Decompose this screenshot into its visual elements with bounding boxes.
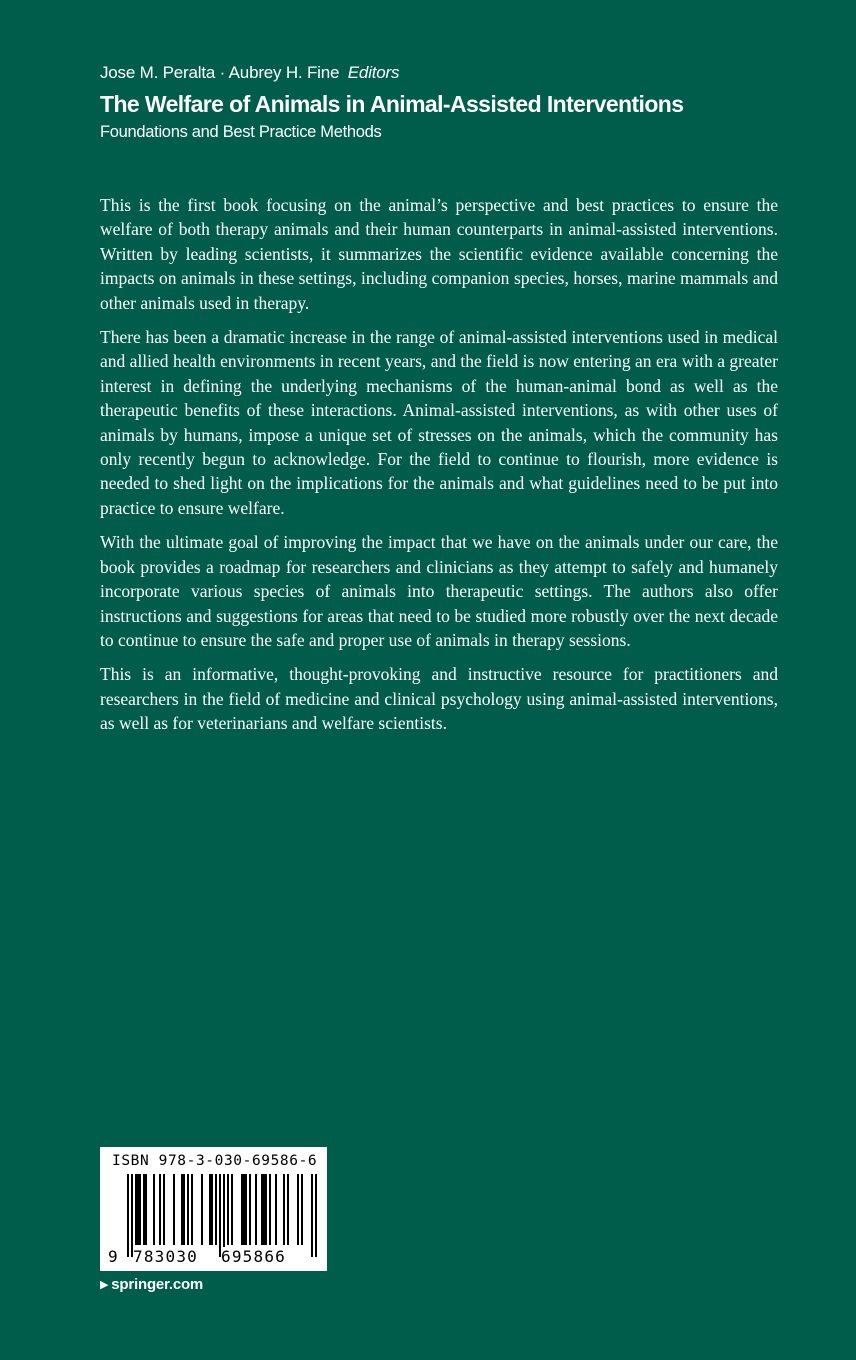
barcode-bar bbox=[127, 1174, 129, 1257]
barcode-bar bbox=[269, 1174, 271, 1245]
barcode-bar bbox=[275, 1174, 277, 1245]
blurb-paragraph: With the ultimate goal of improving the impact that we have on the animals under our care, the book provides a roadmap for researchers and clinicians as they attempt to safely and humanely incorporate various species of animals into therapeutic settings. The authors also offer instructions and suggestions for areas that need to be studied more robustly over the next decade to continue to ensure the safe and proper use of animals in therapy sessions. bbox=[100, 532, 778, 650]
barcode-bar bbox=[245, 1174, 247, 1245]
barcode-bar bbox=[263, 1174, 265, 1245]
barcode-bar bbox=[297, 1174, 299, 1245]
barcode-bar bbox=[211, 1174, 213, 1245]
barcode-bar bbox=[159, 1174, 161, 1245]
barcode-bar bbox=[315, 1174, 317, 1257]
barcode-bar bbox=[145, 1174, 147, 1245]
barcode-bar bbox=[261, 1174, 263, 1245]
barcode-bar bbox=[265, 1174, 267, 1245]
barcode-bar bbox=[139, 1174, 141, 1245]
barcode-bar bbox=[153, 1174, 155, 1245]
barcode-digit-first: 9 bbox=[108, 1247, 118, 1266]
barcode-bar bbox=[131, 1174, 133, 1257]
barcode-bar bbox=[183, 1174, 185, 1245]
editors-line bbox=[100, 62, 800, 84]
barcode-bar bbox=[173, 1174, 175, 1245]
barcode-bar bbox=[137, 1174, 139, 1245]
barcode-bar bbox=[243, 1174, 245, 1245]
barcode-bar bbox=[249, 1174, 251, 1245]
barcode-bar bbox=[135, 1174, 137, 1245]
barcode-bar bbox=[241, 1174, 243, 1245]
barcode-bar bbox=[163, 1174, 165, 1245]
publisher-link[interactable] bbox=[100, 1276, 203, 1293]
barcode-bar bbox=[181, 1174, 183, 1245]
barcode-bar bbox=[187, 1174, 189, 1245]
publisher-url: springer.com bbox=[111, 1276, 204, 1293]
barcode-bar bbox=[227, 1174, 229, 1245]
barcode-bar bbox=[143, 1174, 145, 1245]
editors-names: Jose M. Peralta · Aubrey H. Fine bbox=[100, 63, 340, 82]
barcode-bar bbox=[311, 1174, 313, 1257]
barcode-bar bbox=[201, 1174, 203, 1245]
barcode-bar bbox=[215, 1174, 217, 1245]
barcode-bar bbox=[231, 1174, 233, 1245]
barcode-bar bbox=[223, 1174, 225, 1257]
blurb-paragraph: This is an informative, thought-provoking and instructive resource for practitioners and researchers in the field of medicine and clinical psychology using animal-assisted interventions, as well as for veterinarians and welfare scientists. bbox=[100, 664, 778, 734]
arrow-right-icon: ▶ bbox=[100, 1279, 109, 1291]
barcode-digits-right: 695866 bbox=[221, 1247, 286, 1266]
barcode-digits-left: 783030 bbox=[133, 1247, 198, 1266]
isbn-barcode bbox=[100, 1147, 327, 1271]
barcode-bar bbox=[191, 1174, 193, 1245]
book-subtitle: Foundations and Best Practice Methods bbox=[100, 123, 382, 141]
blurb-paragraph: This is the first book focusing on the animal’s perspective and best practices to ensure the welfare of both therapy animals and their human counterparts in animal-assisted interventions. Written by leading scientists, it summarizes the scientific evidence available concerning the impacts on animals in these settings, including companion species, horses, marine mammals and other animals used in therapy. bbox=[100, 195, 778, 313]
barcode-bar bbox=[209, 1174, 211, 1245]
barcode-bar bbox=[219, 1174, 221, 1257]
book-title: The Welfare of Animals in Animal-Assisted Interventions bbox=[100, 91, 684, 117]
blurb bbox=[100, 193, 778, 746]
barcode-bar bbox=[301, 1174, 303, 1245]
editors-role: Editors bbox=[347, 63, 400, 82]
barcode-bar bbox=[255, 1174, 257, 1245]
cover-header bbox=[100, 62, 800, 143]
barcode-bar bbox=[287, 1174, 289, 1245]
blurb-paragraph: There has been a dramatic increase in the range of animal-assisted interventions used in medical and allied health environments in recent years, and the field is now entering an era with a greater interest in defining the underlying mechanisms of the human-animal bond as well as the therapeutic benefits of these interactions. Animal-assisted interventions, as with other uses of animals by humans, impose a unique set of stresses on the animals, which the community has only recently begun to acknowledge. For the field to continue to flourish, more evidence is needed to shed light on the implications for the animals and what guidelines need to be put into practice to ensure welfare. bbox=[100, 327, 778, 518]
barcode-bar bbox=[283, 1174, 285, 1245]
isbn-label: ISBN 978-3-030-69586-6 bbox=[112, 1153, 318, 1169]
